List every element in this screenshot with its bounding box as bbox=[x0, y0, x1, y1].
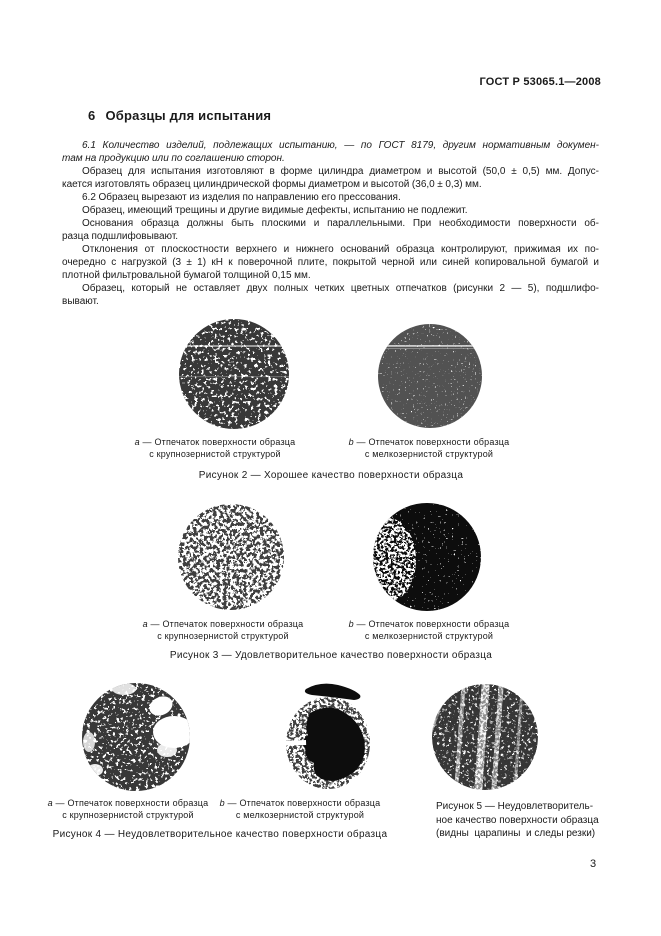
caption-line2: с крупнозернистой структурой bbox=[62, 809, 194, 820]
figure2-caption-a bbox=[115, 437, 315, 460]
imprint-fine-good-image bbox=[377, 323, 483, 429]
caption-letter: a bbox=[142, 619, 148, 629]
caption-text: — Отпечаток поверхности образца bbox=[356, 437, 510, 447]
caption-line2: с мелкозернистой структурой bbox=[364, 448, 494, 459]
section-heading bbox=[88, 108, 271, 123]
figure3-imprint-b bbox=[372, 502, 482, 612]
caption-line1 bbox=[115, 437, 315, 449]
caption-text: — Отпечаток поверхности образца bbox=[150, 619, 304, 629]
imprint-fine-bad-image bbox=[276, 679, 376, 794]
caption-text: — Отпечаток поверхности образца bbox=[356, 619, 510, 629]
figure3-imprint-a bbox=[177, 503, 285, 611]
paragraph: Образец, имеющий трещины и другие видимые дефекты, испытанию не подлежит. bbox=[82, 205, 468, 216]
figure2-caption-b bbox=[329, 437, 529, 460]
caption-line1 bbox=[329, 619, 529, 631]
imprint-coarse-bad-image bbox=[81, 682, 191, 792]
imprint-fine-satisfactory-image bbox=[372, 502, 482, 612]
caption-text: — Отпечаток поверхности образца bbox=[142, 437, 296, 447]
imprint-scratched-bad-image bbox=[431, 683, 539, 791]
imprint-coarse-satisfactory-image bbox=[177, 503, 285, 611]
figure2-imprint-b bbox=[377, 323, 483, 429]
paragraph: 6.2 Образец вырезают из изделия по направлению его прессования. bbox=[82, 192, 401, 203]
caption-line2: с мелкозернистой структурой bbox=[364, 630, 494, 641]
figure2-title: Рисунок 2 — Хорошее качество поверхности образца bbox=[198, 470, 464, 481]
figure4-title: Рисунок 4 — Неудовлетворительное качество поверхности образца bbox=[52, 829, 388, 840]
caption-text: — Отпечаток поверхности образца bbox=[55, 798, 209, 808]
caption-letter: b bbox=[348, 619, 354, 629]
caption-line2: с мелкозернистой структурой bbox=[235, 809, 365, 820]
figure5-title: Рисунок 5 — Неудовлетворитель- ное качество поверхности образца (видны царапины и следы резки) bbox=[436, 801, 599, 839]
caption-line1 bbox=[123, 619, 323, 631]
figure4-imprint-b bbox=[276, 679, 376, 794]
caption-letter: a bbox=[134, 437, 140, 447]
caption-line1 bbox=[200, 798, 400, 810]
document-code: ГОСТ Р 53065.1—2008 bbox=[479, 76, 601, 88]
figure4-caption-b bbox=[200, 798, 400, 821]
figure5-imprint bbox=[431, 683, 539, 791]
caption-letter: a bbox=[47, 798, 53, 808]
section-number: 6 bbox=[88, 108, 96, 123]
caption-line1 bbox=[329, 437, 529, 449]
caption-line2: с крупнозернистой структурой bbox=[149, 448, 281, 459]
caption-line1 bbox=[28, 798, 228, 810]
figure3-caption-b bbox=[329, 619, 529, 642]
caption-letter: b bbox=[219, 798, 225, 808]
page-number: 3 bbox=[590, 858, 597, 870]
caption-text: — Отпечаток поверхности образца bbox=[227, 798, 381, 808]
figure3-caption-a bbox=[123, 619, 323, 642]
section-title: Образцы для испытания bbox=[105, 108, 272, 123]
paragraph: Основания образца должны быть плоскими и параллельными. При необходимости поверхности об- разца подшлифовывают. bbox=[62, 218, 599, 242]
figure2-imprint-a bbox=[178, 318, 290, 430]
figure3-title: Рисунок 3 — Удовлетворительное качество поверхности образца bbox=[169, 650, 493, 661]
paragraph: Отклонения от плоскостности верхнего и нижнего оснований образца контролируют, прижимая их по- очередно с нагрузкой (3 ± 1) кН к поверочной плите, покрытой черной или синей копировальной бумагой и плотной фильтровальной бумагой толщиной 0,15 мм. bbox=[62, 244, 599, 281]
paragraph: Образец, который не оставляет двух полных четких цветных отпечатков (рисунки 2 — 5), подшлифо- вывают. bbox=[62, 283, 599, 307]
caption-line2: с крупнозернистой структурой bbox=[157, 630, 289, 641]
paragraph: 6.1 Количество изделий, подлежащих испытанию, — по ГОСТ 8179, другим нормативным докумен- там на продукцию или по соглашению сторон. bbox=[62, 140, 599, 164]
caption-letter: b bbox=[348, 437, 354, 447]
figure4-caption-a bbox=[28, 798, 228, 821]
body-text bbox=[62, 139, 599, 308]
figure4-imprint-a bbox=[81, 682, 191, 792]
imprint-coarse-good-image bbox=[178, 318, 290, 430]
paragraph: Образец для испытания изготовляют в форме цилиндра диаметром и высотой (50,0 ± 0,5) мм. Допус- кается изготовлять образец цилиндрической формы диаметром и высотой (36,0 ± 0,3) мм. bbox=[62, 166, 599, 190]
